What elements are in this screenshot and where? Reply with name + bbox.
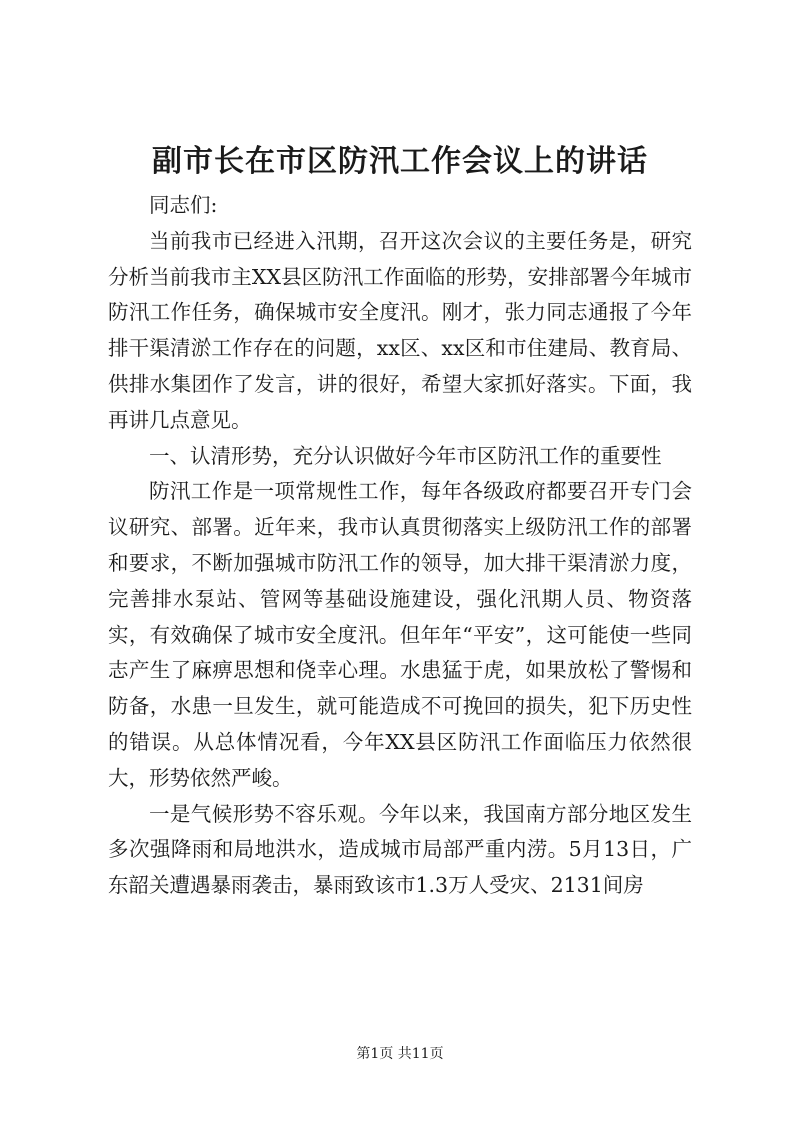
document-title: 副市长在市区防汛工作会议上的讲话 <box>152 144 648 179</box>
document-body <box>108 188 692 904</box>
salutation: 同志们: <box>149 193 218 217</box>
paragraph-climate: 一是气候形势不容乐观。今年以来，我国南方部分地区发生多次强降雨和局地洪水，造成城市局部严重内涝。5月13日，广东韶关遭遇暴雨袭击，暴雨致该市1.3万人受灾、2131间房 <box>108 801 692 898</box>
page-footer: 第1页 共11页 <box>356 1046 444 1062</box>
section-heading-1: 一、认清形势，充分认识做好今年市区防汛工作的重要性 <box>149 443 662 468</box>
paragraph-intro: 当前我市已经进入汛期，召开这次会议的主要任务是，研究分析当前我市主XX县区防汛工作面临的形势，安排部署今年城市防汛工作任务，确保城市安全度汛。刚才，张力同志通报了今年排干渠清淤工作存在的问题，xx区、xx区和市住建局、教育局、供排水集团作了发言，讲的很好，希望大家抓好落实。下面，我再讲几点意见。 <box>108 228 692 432</box>
paragraph-section-1: 防汛工作是一项常规性工作，每年各级政府都要召开专门会议研究、部署。近年来，我市认真贯彻落实上级防汛工作的部署和要求，不断加强城市防汛工作的领导，加大排干渠清淤力度，完善排水泵站、管网等基础设施建设，强化汛期人员、物资落实，有效确保了城市安全度汛。但年年“平安”，这可能使一些同志产生了麻痹思想和侥幸心理。水患猛于虎，如果放松了警惕和防备，水患一旦发生，就可能造成不可挽回的损失，犯下历史性的错误。从总体情况看，今年XX县区防汛工作面临压力依然很大，形势依然严峻。 <box>108 479 692 790</box>
